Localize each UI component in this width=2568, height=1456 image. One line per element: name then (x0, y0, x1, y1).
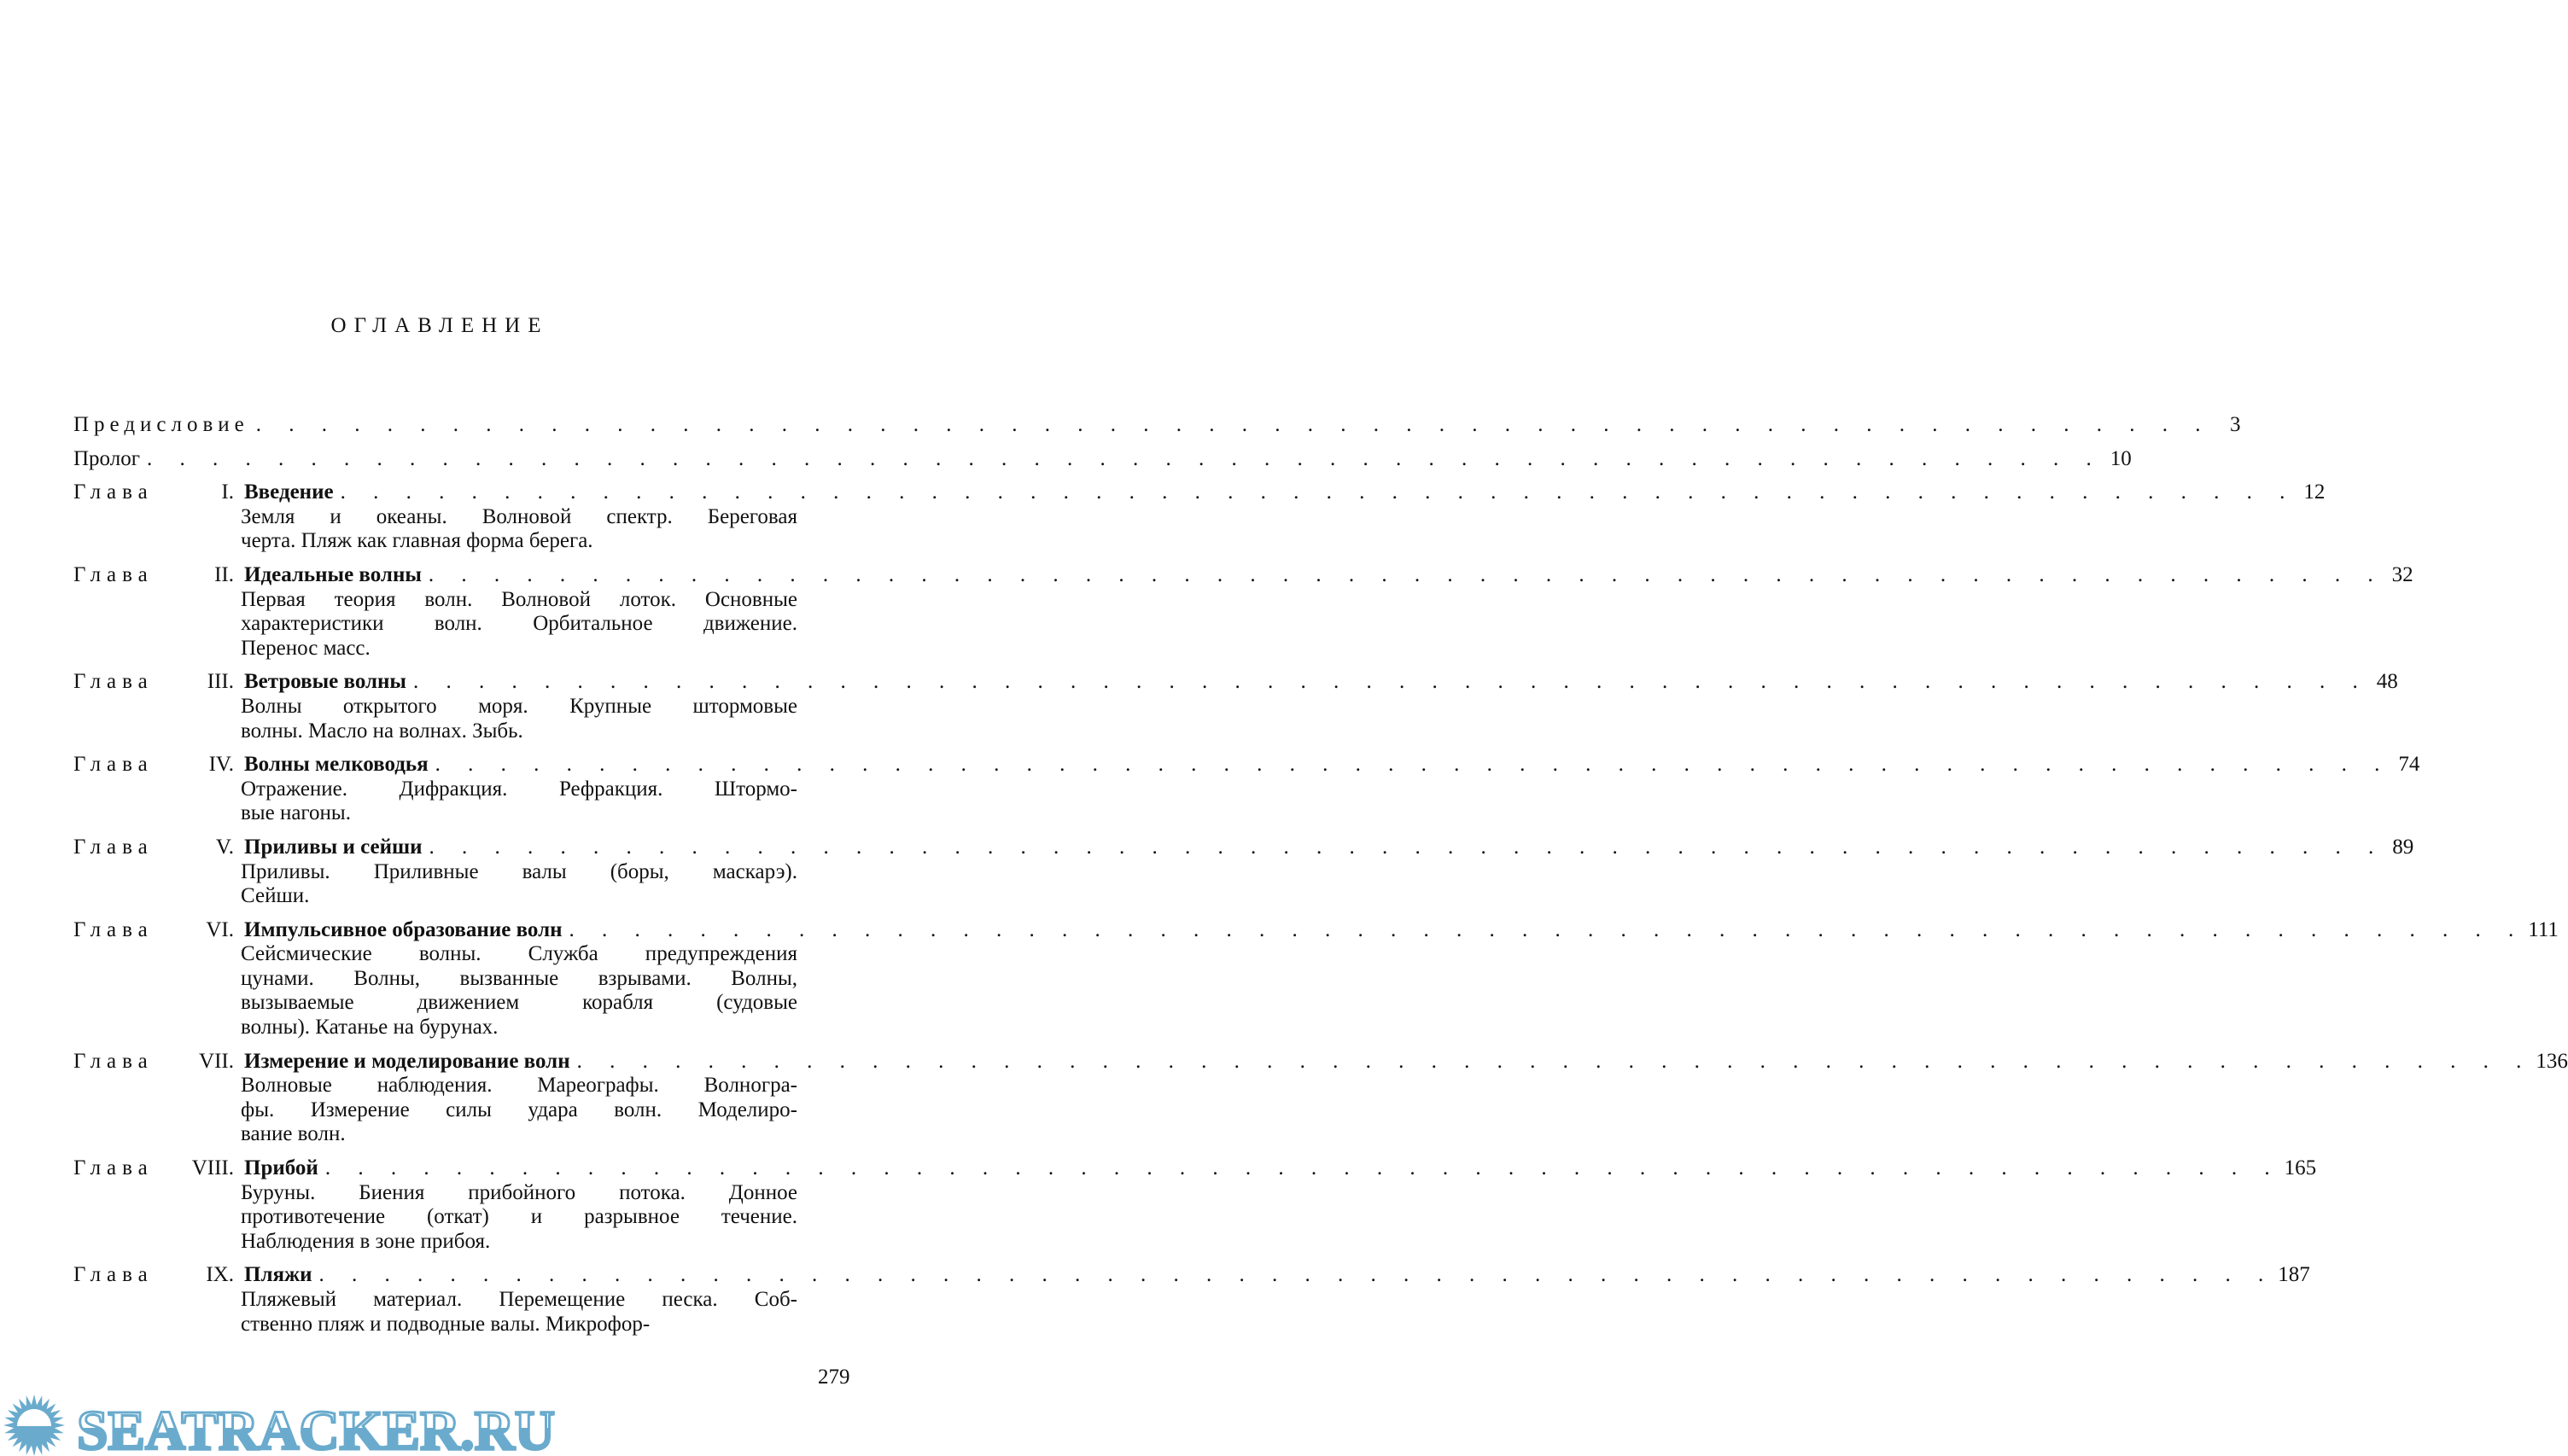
toc-entry (73, 835, 2414, 909)
summary-line: Пляжевый материал. Перемещение песка. Соб- (241, 1288, 797, 1311)
chapter-title: Импульсивное образование волн (244, 917, 563, 941)
summary-line: Волновые наблюдения. Мареографы. Волногра- (241, 1074, 797, 1098)
toc-entry-heading (73, 446, 2132, 472)
summary-line: Сейсмические волны. Служба предупреждения (241, 942, 797, 966)
toc-entry (73, 562, 2413, 661)
chapter-title: Измерение и моделирование волн (244, 1049, 570, 1073)
chapter-summary (241, 588, 797, 661)
chapter-title: Пляжи (244, 1263, 312, 1287)
chapter-title: Приливы и сейши (244, 835, 423, 859)
chapter-title: Введение (244, 480, 334, 504)
chapter-number: IX. (206, 1263, 234, 1287)
summary-line: Волны открытого моря. Крупные штормовые (241, 694, 797, 718)
chapter-summary (241, 860, 797, 909)
chapter-number: VI. (206, 917, 234, 941)
dot-leader: . . . . . . . . . . . . . . . . . . . . . . . . . . . . . . . . . . . . . . . . . . . . . . . . . . . . . . . . . . . . (576, 1049, 2533, 1073)
chapter-number: VIII. (191, 1156, 234, 1180)
chapter-title: Волны мелководья (244, 753, 429, 777)
summary-line: вызываемые движением корабля (судовые (241, 991, 797, 1015)
page-ref: 3 (2230, 413, 2241, 436)
summary-line: Перенос масс. (241, 636, 371, 660)
summary-line: характеристики волн. Орбитальное движение. (241, 612, 797, 636)
summary-line: волны. Масло на волнах. Зыбь. (241, 719, 523, 743)
toc-entry-heading (73, 1156, 2317, 1181)
dot-leader: . . . . . . . . . . . . . . . . . . . . . . . . . . . . . . . . . . . . . . . . . . . . . . . . . . . . . . . . . . . . (318, 1263, 2275, 1287)
chapter-summary (241, 778, 797, 826)
page-title: ОГЛАВЛЕНИЕ (330, 314, 549, 337)
chapter-number: II. (214, 562, 234, 586)
page-ref: 10 (2110, 446, 2132, 470)
toc-entry (73, 753, 2420, 826)
chapter-title: Ветровые волны (244, 670, 406, 694)
dot-leader: . . . . . . . . . . . . . . . . . . . . . . . . . . . . . . . . . . . . . . . . . . . . . . . . . . . . . . . . . . . . (429, 835, 2385, 859)
toc-entry (73, 1263, 2310, 1337)
toc-entry-heading (73, 1049, 2568, 1075)
summary-line: цунами. Волны, вызванные взрывами. Волны, (241, 966, 797, 990)
chapter-word: Глава (73, 1156, 154, 1180)
toc-entry (73, 670, 2398, 743)
page-ref: 111 (2528, 917, 2559, 941)
chapter-summary (241, 695, 797, 743)
dot-leader: . . . . . . . . . . . . . . . . . . . . . . . . . . . . . . . . . . . . . . . . . . . . . . . . . . . . . . . . . . . . (146, 446, 2103, 470)
chapter-word: Глава (73, 1263, 154, 1287)
page-ref: 48 (2376, 670, 2398, 694)
chapter-word: Глава (73, 753, 154, 777)
summary-line: Первая теория волн. Волновой лоток. Основные (241, 587, 797, 611)
toc-entry-heading (73, 1263, 2310, 1288)
dot-leader: . . . . . . . . . . . . . . . . . . . . . . . . . . . . . . . . . . . . . . . . . . . . . . . . . . . . . . . . . . . . (340, 480, 2297, 504)
summary-line: противотечение (откат) и разрывное течение. (241, 1205, 797, 1229)
toc-entry (73, 413, 2241, 438)
chapter-word: Глава (73, 917, 154, 941)
summary-line: вание волн. (241, 1122, 346, 1146)
dot-leader: . . . . . . . . . . . . . . . . . . . . . . . . . . . . . . . . . . . . . . . . . . . . . . . . . . . . . . . . . . . . (324, 1156, 2281, 1180)
toc-entry-heading (73, 413, 2241, 438)
toc-entry (73, 1049, 2568, 1147)
sun-icon (3, 1395, 65, 1456)
chapter-word: Глава (73, 480, 154, 504)
chapter-word: Глава (73, 670, 154, 694)
watermark-text: SEATRACKER.RU (77, 1400, 555, 1456)
toc-entry-heading (73, 753, 2420, 778)
page-ref: 187 (2278, 1263, 2310, 1287)
toc-entry (73, 1156, 2317, 1254)
toc-entry (73, 480, 2326, 554)
chapter-title: Идеальные волны (244, 562, 422, 586)
section-title: Предисловие (73, 413, 249, 436)
summary-line: Сейши. (241, 884, 310, 908)
summary-line: черта. Пляж как главная форма берега. (241, 529, 593, 553)
toc-entry-heading (73, 917, 2559, 943)
chapter-number: III. (207, 670, 234, 694)
toc-entry-heading (73, 562, 2413, 588)
page-ref: 165 (2284, 1156, 2317, 1180)
summary-line: Отражение. Дифракция. Рефракция. Штормо- (241, 777, 797, 801)
page-ref: 32 (2391, 562, 2413, 586)
dot-leader: . . . . . . . . . . . . . . . . . . . . . . . . . . . . . . . . . . . . . . . . . . . . . . . . . . . . . . . . . . . . (428, 562, 2384, 586)
chapter-word: Глава (73, 562, 154, 586)
summary-line: Буруны. Биения прибойного потока. Донное (241, 1180, 797, 1204)
chapter-word: Глава (73, 1049, 154, 1073)
table-of-contents (73, 413, 2568, 1346)
watermark-logo (0, 1393, 922, 1456)
summary-line: Земля и океаны. Волновой спектр. Береговая (241, 504, 797, 528)
chapter-word: Глава (73, 835, 154, 859)
summary-line: волны). Катанье на бурунах. (241, 1016, 499, 1040)
chapter-number: I. (221, 480, 234, 504)
page-ref: 89 (2392, 835, 2414, 859)
summary-line: ственно пляж и подводные валы. Микрофор- (241, 1312, 651, 1336)
summary-line: Приливы. Приливные валы (боры, маскарэ). (241, 859, 797, 883)
dot-leader: . . . . . . . . . . . . . . . . . . . . . . . . . . . . . . . . . . . . . . . . . . . . . . . . . . . . . . . . . . . . (412, 670, 2369, 694)
chapter-summary (241, 1288, 797, 1337)
page-ref: 74 (2398, 753, 2420, 777)
chapter-summary (241, 1074, 797, 1147)
toc-entry (73, 917, 2559, 1040)
summary-line: вые нагоны. (241, 801, 351, 825)
page-ref: 136 (2536, 1049, 2568, 1073)
chapter-number: V. (215, 835, 234, 859)
section-title: Пролог (73, 446, 140, 470)
dot-leader: . . . . . . . . . . . . . . . . . . . . . . . . . . . . . . . . . . . . . . . . . . . . . . . . . . . . . . . . . . . . (569, 917, 2525, 941)
summary-line: Наблюдения в зоне прибоя. (241, 1229, 491, 1253)
summary-line: фы. Измерение силы удара волн. Моделиро- (241, 1098, 797, 1121)
toc-entry (73, 446, 2132, 472)
chapter-title: Прибой (244, 1156, 318, 1180)
dot-leader: . . . . . . . . . . . . . . . . . . . . . . . . . . . . . . . . . . . . . . . . . . . . . . . . . . . . . . . . . . . . (435, 753, 2391, 777)
toc-entry-heading (73, 480, 2326, 505)
toc-entry-heading (73, 835, 2414, 860)
chapter-summary (241, 942, 797, 1040)
chapter-summary (241, 1181, 797, 1255)
chapter-number: IV. (208, 753, 234, 777)
chapter-summary (241, 505, 797, 554)
page-ref: 12 (2303, 480, 2326, 504)
page-number: 279 (818, 1366, 850, 1389)
chapter-number: VII. (199, 1049, 234, 1073)
toc-entry-heading (73, 670, 2398, 695)
dot-leader: . . . . . . . . . . . . . . . . . . . . . . . . . . . . . . . . . . . . . . . . . . . . . . . . . . . . . . . . . . . . (255, 413, 2212, 436)
